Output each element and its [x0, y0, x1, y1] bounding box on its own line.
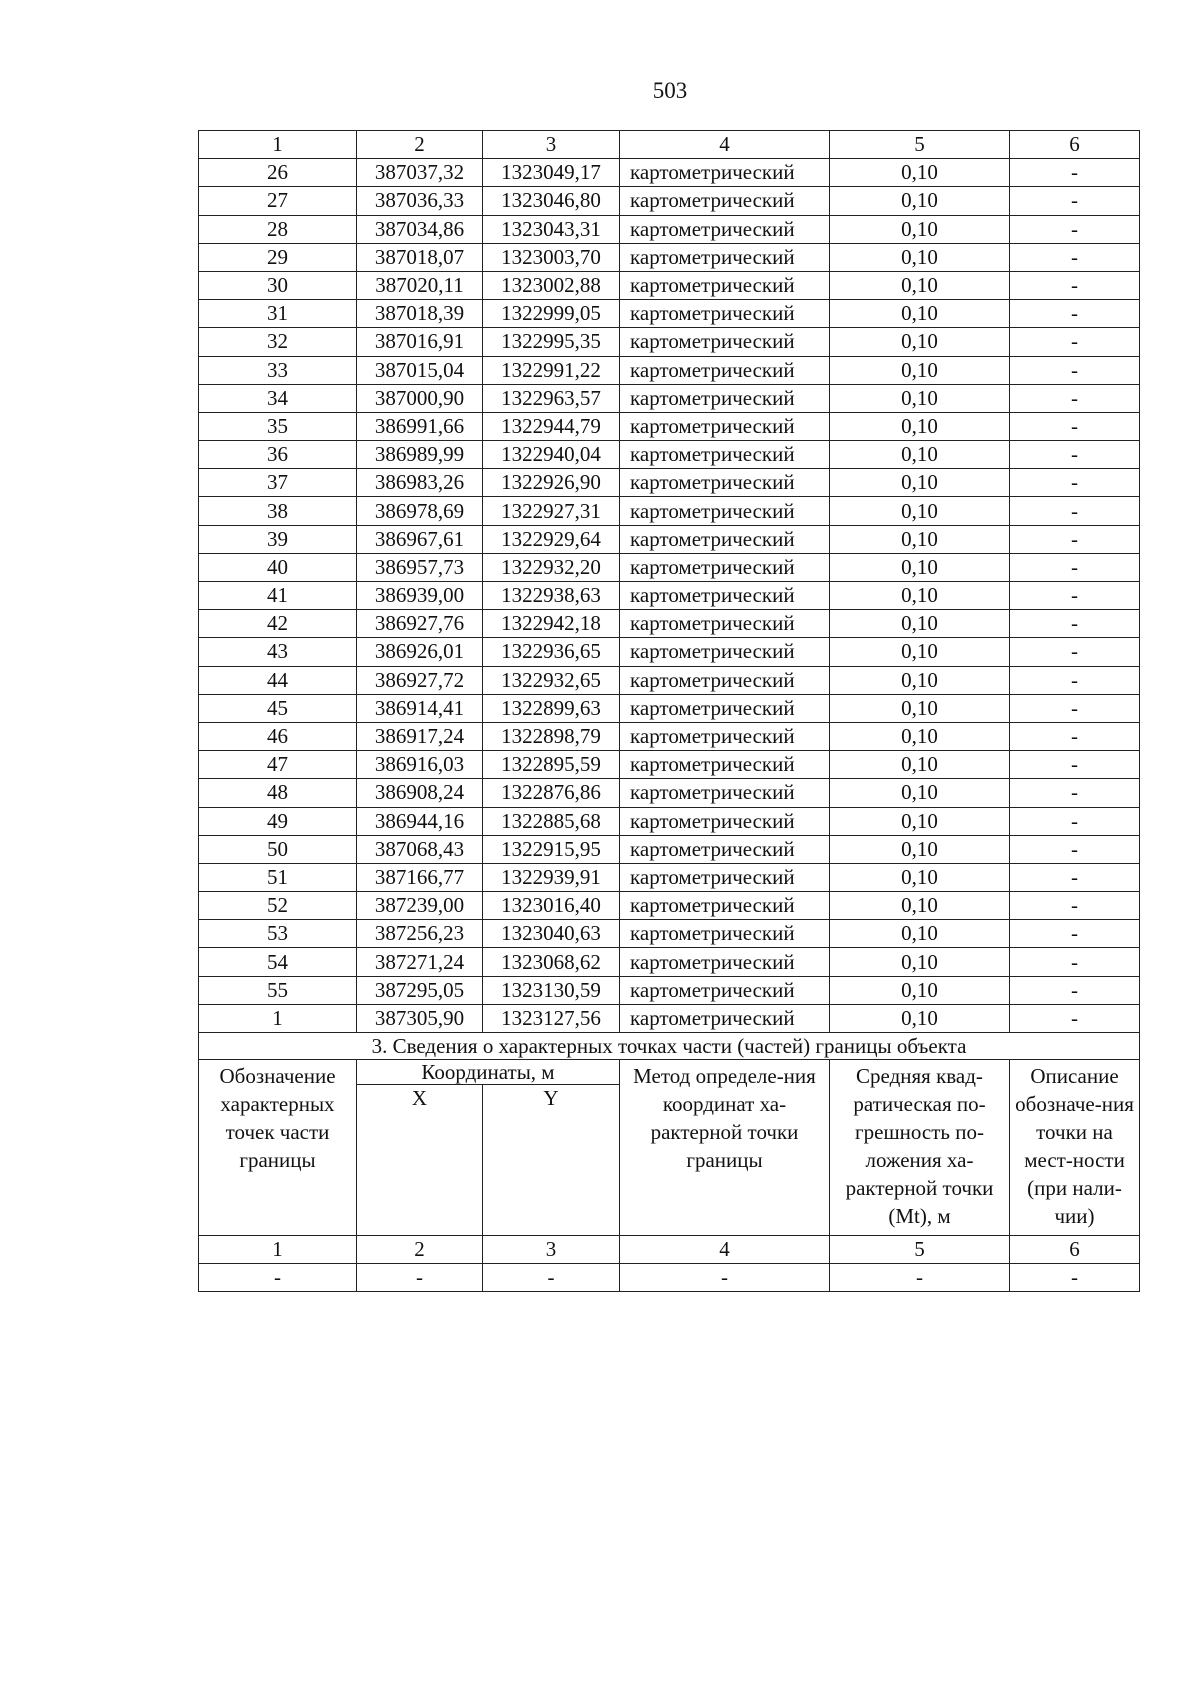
- point-number: 33: [199, 356, 357, 384]
- coord-y: 1322895,59: [483, 751, 620, 779]
- coord-x: 386978,69: [357, 497, 483, 525]
- method-cell: картометрический: [620, 920, 830, 948]
- method-cell: картометрический: [620, 835, 830, 863]
- mt-cell: 0,10: [830, 976, 1010, 1004]
- coord-x: 386917,24: [357, 722, 483, 750]
- mt-cell: 0,10: [830, 948, 1010, 976]
- col-number: 1: [199, 131, 357, 159]
- coord-y: 1322991,22: [483, 356, 620, 384]
- mt-cell: 0,10: [830, 441, 1010, 469]
- coord-y: 1322999,05: [483, 300, 620, 328]
- method-cell: картометрический: [620, 610, 830, 638]
- coord-x: 387239,00: [357, 892, 483, 920]
- coord-x: 387305,90: [357, 1004, 483, 1032]
- description-cell: -: [1010, 469, 1140, 497]
- coord-x: 387034,86: [357, 215, 483, 243]
- coord-y: 1322932,20: [483, 553, 620, 581]
- mt-cell: 0,10: [830, 638, 1010, 666]
- mt-cell: 0,10: [830, 892, 1010, 920]
- table-row: [199, 638, 1140, 666]
- table-row: [199, 948, 1140, 976]
- coord-x: 386989,99: [357, 441, 483, 469]
- mt-cell: 0,10: [830, 863, 1010, 891]
- point-number: 41: [199, 582, 357, 610]
- description-cell: -: [1010, 920, 1140, 948]
- coord-x: 386927,72: [357, 666, 483, 694]
- mt-cell: 0,10: [830, 694, 1010, 722]
- method-cell: картометрический: [620, 187, 830, 215]
- description-cell: -: [1010, 638, 1140, 666]
- description-cell: -: [1010, 356, 1140, 384]
- table-row: [199, 525, 1140, 553]
- section-title: 3. Сведения о характерных точках части (частей) границы объекта: [199, 1033, 1140, 1060]
- description-cell: -: [1010, 835, 1140, 863]
- coord-x: 386967,61: [357, 525, 483, 553]
- point-number: 34: [199, 384, 357, 412]
- coord-y: 1323040,63: [483, 920, 620, 948]
- description-cell: -: [1010, 553, 1140, 581]
- coord-y: 1322944,79: [483, 412, 620, 440]
- coordinates-table: [198, 130, 1140, 1292]
- column-number-row: [199, 131, 1140, 159]
- coord-x: 387068,43: [357, 835, 483, 863]
- header-mean-square-error: Средняя квад-ратическая по-грешность по-ложения ха-рактерной точки (Mt), м: [830, 1060, 1010, 1236]
- point-number: 37: [199, 469, 357, 497]
- col-number: 2: [357, 1236, 483, 1264]
- coord-x: 387018,07: [357, 243, 483, 271]
- mt-cell: 0,10: [830, 666, 1010, 694]
- method-cell: картометрический: [620, 328, 830, 356]
- point-number: 31: [199, 300, 357, 328]
- mt-cell: 0,10: [830, 807, 1010, 835]
- coord-y: 1323002,88: [483, 271, 620, 299]
- description-cell: -: [1010, 1004, 1140, 1032]
- header-y: Y: [483, 1085, 620, 1236]
- col-number: 4: [620, 131, 830, 159]
- method-cell: картометрический: [620, 497, 830, 525]
- table-row: [199, 300, 1140, 328]
- description-cell: -: [1010, 582, 1140, 610]
- coord-x: 387000,90: [357, 384, 483, 412]
- coord-x: 387036,33: [357, 187, 483, 215]
- mt-cell: 0,10: [830, 469, 1010, 497]
- table-row: [199, 215, 1140, 243]
- table-row: [199, 582, 1140, 610]
- coord-y: 1322929,64: [483, 525, 620, 553]
- point-number: 40: [199, 553, 357, 581]
- point-number: 46: [199, 722, 357, 750]
- col-number: 6: [1010, 131, 1140, 159]
- col-number: 4: [620, 1236, 830, 1264]
- mt-cell: 0,10: [830, 328, 1010, 356]
- coord-y: 1323068,62: [483, 948, 620, 976]
- table-row: [199, 694, 1140, 722]
- empty-cell: -: [357, 1264, 483, 1292]
- description-cell: -: [1010, 328, 1140, 356]
- coord-x: 386926,01: [357, 638, 483, 666]
- coord-x: 386908,24: [357, 779, 483, 807]
- coord-y: 1322942,18: [483, 610, 620, 638]
- table-row: [199, 835, 1140, 863]
- empty-cell: -: [483, 1264, 620, 1292]
- coord-x: 386916,03: [357, 751, 483, 779]
- mt-cell: 0,10: [830, 722, 1010, 750]
- table-row: [199, 497, 1140, 525]
- mt-cell: 0,10: [830, 920, 1010, 948]
- coord-y: 1323127,56: [483, 1004, 620, 1032]
- table-row: [199, 159, 1140, 187]
- point-number: 53: [199, 920, 357, 948]
- coord-y: 1323016,40: [483, 892, 620, 920]
- table-row: [199, 863, 1140, 891]
- description-cell: -: [1010, 694, 1140, 722]
- coord-x: 387015,04: [357, 356, 483, 384]
- mt-cell: 0,10: [830, 497, 1010, 525]
- description-cell: -: [1010, 751, 1140, 779]
- coord-x: 387271,24: [357, 948, 483, 976]
- coord-x: 386914,41: [357, 694, 483, 722]
- section-3-body: [199, 1033, 1140, 1292]
- coord-x: 386939,00: [357, 582, 483, 610]
- coord-y: 1322939,91: [483, 863, 620, 891]
- coord-y: 1323130,59: [483, 976, 620, 1004]
- coord-x: 387256,23: [357, 920, 483, 948]
- point-number: 39: [199, 525, 357, 553]
- header-designation: Обозначение характерных точек части границы: [199, 1060, 357, 1236]
- mt-cell: 0,10: [830, 159, 1010, 187]
- description-cell: -: [1010, 412, 1140, 440]
- table-row: [199, 1004, 1140, 1032]
- col-number: 3: [483, 131, 620, 159]
- coord-x: 387018,39: [357, 300, 483, 328]
- mt-cell: 0,10: [830, 271, 1010, 299]
- table-row: [199, 976, 1140, 1004]
- mt-cell: 0,10: [830, 751, 1010, 779]
- point-number: 28: [199, 215, 357, 243]
- description-cell: -: [1010, 243, 1140, 271]
- header-point-description: Описание обозначе-ния точки на мест-ности (при нали-чии): [1010, 1060, 1140, 1236]
- section-column-number-row: [199, 1236, 1140, 1264]
- description-cell: -: [1010, 948, 1140, 976]
- coord-x: 387016,91: [357, 328, 483, 356]
- description-cell: -: [1010, 300, 1140, 328]
- coord-x: 386957,73: [357, 553, 483, 581]
- coord-y: 1322876,86: [483, 779, 620, 807]
- page-number: 503: [652, 78, 688, 103]
- point-number: 52: [199, 892, 357, 920]
- point-number: 54: [199, 948, 357, 976]
- method-cell: картометрический: [620, 271, 830, 299]
- description-cell: -: [1010, 722, 1140, 750]
- method-cell: картометрический: [620, 948, 830, 976]
- method-cell: картометрический: [620, 892, 830, 920]
- description-cell: -: [1010, 215, 1140, 243]
- table-row: [199, 469, 1140, 497]
- description-cell: -: [1010, 976, 1140, 1004]
- coord-y: 1322995,35: [483, 328, 620, 356]
- point-number: 55: [199, 976, 357, 1004]
- table-row: [199, 356, 1140, 384]
- coord-x: 386983,26: [357, 469, 483, 497]
- coord-y: 1322927,31: [483, 497, 620, 525]
- header-x: X: [357, 1085, 483, 1236]
- method-cell: картометрический: [620, 863, 830, 891]
- mt-cell: 0,10: [830, 412, 1010, 440]
- coord-y: 1322932,65: [483, 666, 620, 694]
- description-cell: -: [1010, 159, 1140, 187]
- col-number: 6: [1010, 1236, 1140, 1264]
- point-number: 29: [199, 243, 357, 271]
- point-number: 49: [199, 807, 357, 835]
- description-cell: -: [1010, 441, 1140, 469]
- method-cell: картометрический: [620, 807, 830, 835]
- point-number: 38: [199, 497, 357, 525]
- method-cell: картометрический: [620, 751, 830, 779]
- section-header-row: [199, 1060, 1140, 1085]
- coord-x: 387166,77: [357, 863, 483, 891]
- empty-cell: -: [620, 1264, 830, 1292]
- method-cell: картометрический: [620, 525, 830, 553]
- col-number: 3: [483, 1236, 620, 1264]
- point-number: 36: [199, 441, 357, 469]
- method-cell: картометрический: [620, 553, 830, 581]
- mt-cell: 0,10: [830, 243, 1010, 271]
- method-cell: картометрический: [620, 215, 830, 243]
- point-number: 30: [199, 271, 357, 299]
- mt-cell: 0,10: [830, 300, 1010, 328]
- description-cell: -: [1010, 892, 1140, 920]
- table-row: [199, 666, 1140, 694]
- point-number: 1: [199, 1004, 357, 1032]
- method-cell: картометрический: [620, 159, 830, 187]
- section-empty-row: [199, 1264, 1140, 1292]
- table-row: [199, 553, 1140, 581]
- mt-cell: 0,10: [830, 582, 1010, 610]
- method-cell: картометрический: [620, 356, 830, 384]
- coord-x: 386991,66: [357, 412, 483, 440]
- description-cell: -: [1010, 863, 1140, 891]
- coord-y: 1322926,90: [483, 469, 620, 497]
- method-cell: картометрический: [620, 582, 830, 610]
- table-row: [199, 610, 1140, 638]
- method-cell: картометрический: [620, 722, 830, 750]
- coord-y: 1322915,95: [483, 835, 620, 863]
- method-cell: картометрический: [620, 300, 830, 328]
- table-row: [199, 412, 1140, 440]
- point-number: 42: [199, 610, 357, 638]
- mt-cell: 0,10: [830, 610, 1010, 638]
- table-row: [199, 779, 1140, 807]
- table-row: [199, 328, 1140, 356]
- description-cell: -: [1010, 807, 1140, 835]
- method-cell: картометрический: [620, 694, 830, 722]
- table-row: [199, 243, 1140, 271]
- point-number: 44: [199, 666, 357, 694]
- mt-cell: 0,10: [830, 384, 1010, 412]
- table-row: [199, 441, 1140, 469]
- coord-x: 387020,11: [357, 271, 483, 299]
- empty-cell: -: [830, 1264, 1010, 1292]
- coord-y: 1323003,70: [483, 243, 620, 271]
- description-cell: -: [1010, 497, 1140, 525]
- coord-x: 387037,32: [357, 159, 483, 187]
- mt-cell: 0,10: [830, 215, 1010, 243]
- point-number: 51: [199, 863, 357, 891]
- mt-cell: 0,10: [830, 1004, 1010, 1032]
- col-number: 5: [830, 1236, 1010, 1264]
- method-cell: картометрический: [620, 638, 830, 666]
- description-cell: -: [1010, 271, 1140, 299]
- method-cell: картометрический: [620, 441, 830, 469]
- coord-y: 1322885,68: [483, 807, 620, 835]
- method-cell: картометрический: [620, 384, 830, 412]
- point-number: 26: [199, 159, 357, 187]
- section-title-row: [199, 1033, 1140, 1060]
- mt-cell: 0,10: [830, 525, 1010, 553]
- method-cell: картометрический: [620, 243, 830, 271]
- coord-y: 1322938,63: [483, 582, 620, 610]
- table-row: [199, 807, 1140, 835]
- coord-x: 387295,05: [357, 976, 483, 1004]
- table-row: [199, 271, 1140, 299]
- coord-y: 1323046,80: [483, 187, 620, 215]
- mt-cell: 0,10: [830, 553, 1010, 581]
- method-cell: картометрический: [620, 976, 830, 1004]
- point-number: 35: [199, 412, 357, 440]
- mt-cell: 0,10: [830, 779, 1010, 807]
- description-cell: -: [1010, 779, 1140, 807]
- header-method: Метод определе-ния координат ха-рактерной точки границы: [620, 1060, 830, 1236]
- coord-y: 1322898,79: [483, 722, 620, 750]
- point-number: 47: [199, 751, 357, 779]
- empty-cell: -: [199, 1264, 357, 1292]
- method-cell: картометрический: [620, 666, 830, 694]
- col-number: 1: [199, 1236, 357, 1264]
- mt-cell: 0,10: [830, 356, 1010, 384]
- coordinates-table-body: [199, 131, 1140, 1033]
- table-row: [199, 722, 1140, 750]
- point-number: 50: [199, 835, 357, 863]
- method-cell: картометрический: [620, 412, 830, 440]
- method-cell: картометрический: [620, 469, 830, 497]
- table-row: [199, 187, 1140, 215]
- point-number: 45: [199, 694, 357, 722]
- coord-x: 386944,16: [357, 807, 483, 835]
- description-cell: -: [1010, 384, 1140, 412]
- description-cell: -: [1010, 525, 1140, 553]
- table-row: [199, 892, 1140, 920]
- table-row: [199, 751, 1140, 779]
- point-number: 32: [199, 328, 357, 356]
- coord-y: 1322899,63: [483, 694, 620, 722]
- description-cell: -: [1010, 666, 1140, 694]
- coord-y: 1323049,17: [483, 159, 620, 187]
- point-number: 43: [199, 638, 357, 666]
- col-number: 2: [357, 131, 483, 159]
- coord-y: 1323043,31: [483, 215, 620, 243]
- table-row: [199, 384, 1140, 412]
- table-row: [199, 920, 1140, 948]
- point-number: 48: [199, 779, 357, 807]
- description-cell: -: [1010, 187, 1140, 215]
- coord-y: 1322936,65: [483, 638, 620, 666]
- col-number: 5: [830, 131, 1010, 159]
- method-cell: картометрический: [620, 779, 830, 807]
- mt-cell: 0,10: [830, 835, 1010, 863]
- header-coordinates: Координаты, м: [357, 1060, 620, 1085]
- empty-cell: -: [1010, 1264, 1140, 1292]
- coord-y: 1322940,04: [483, 441, 620, 469]
- coord-y: 1322963,57: [483, 384, 620, 412]
- coord-x: 386927,76: [357, 610, 483, 638]
- mt-cell: 0,10: [830, 187, 1010, 215]
- description-cell: -: [1010, 610, 1140, 638]
- method-cell: картометрический: [620, 1004, 830, 1032]
- point-number: 27: [199, 187, 357, 215]
